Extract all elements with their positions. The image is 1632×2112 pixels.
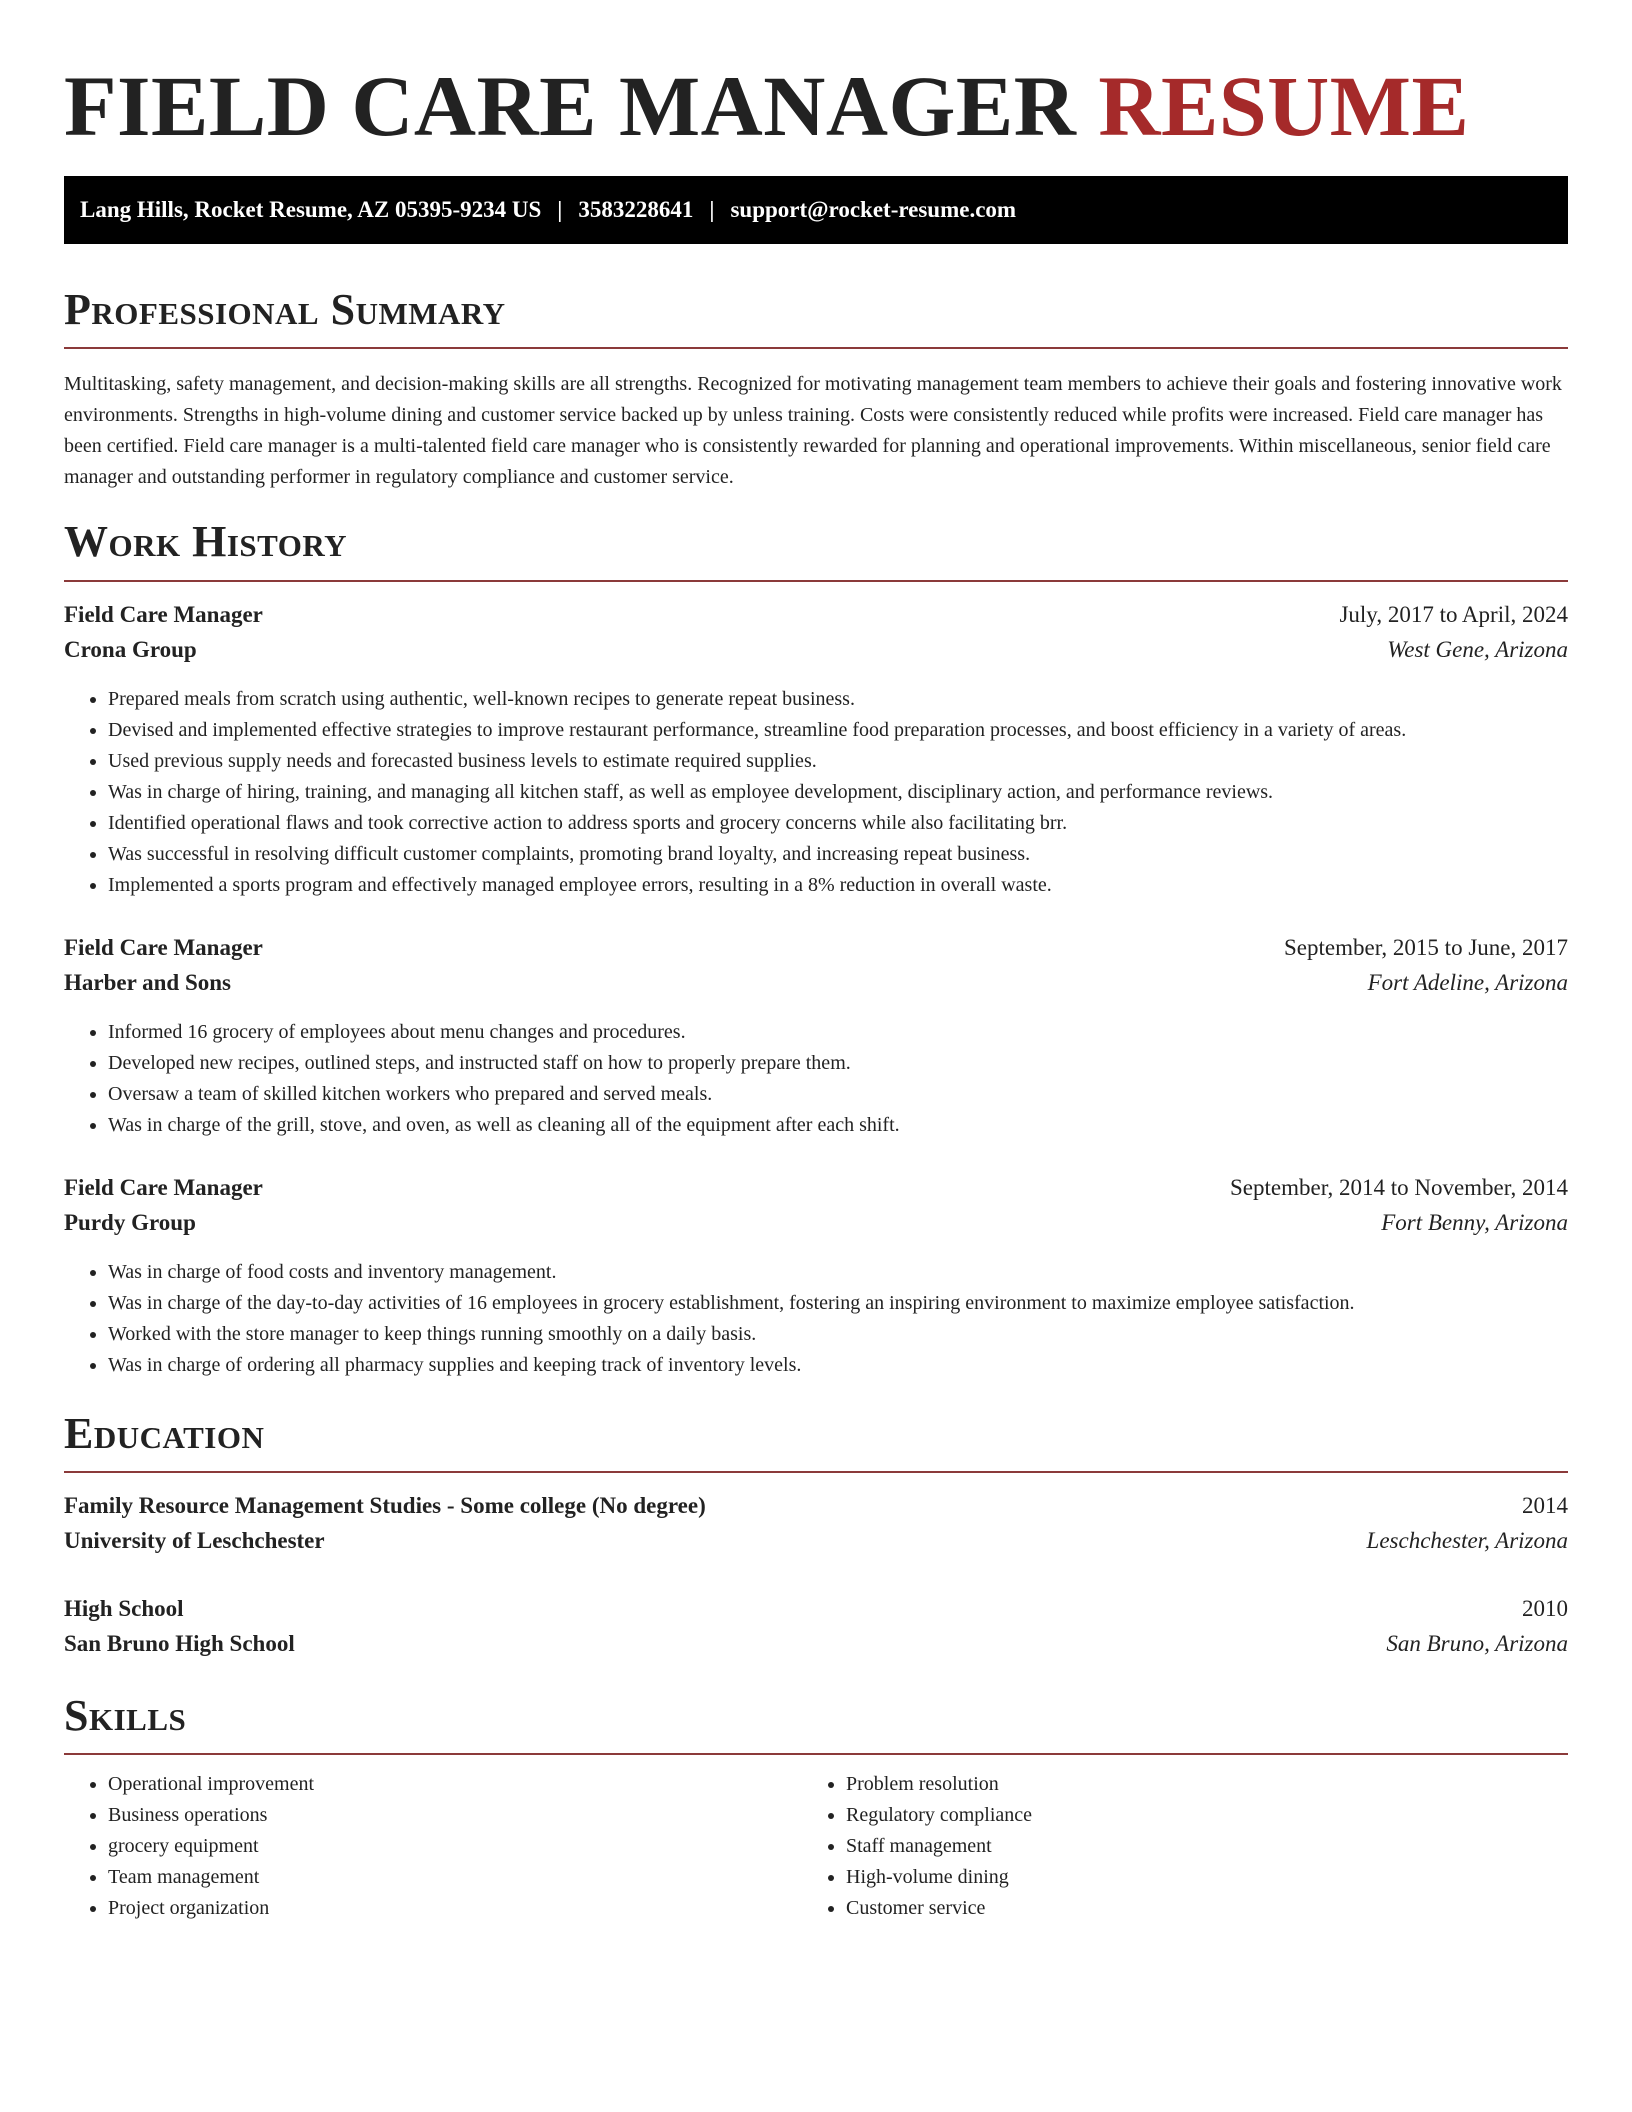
job-header: [64, 1171, 1568, 1205]
job-subheader: [64, 1206, 1568, 1240]
list-item: • Was in charge of the day-to-day activities of 16 employees in grocery establishment, fostering an inspiring environment to maximize employee satisfaction.: [108, 1288, 1355, 1319]
list-item: • Identified operational flaws and took corrective action to address sports and grocery concerns while also facilitating brr.: [108, 808, 1406, 839]
title-main: FIELD CARE MANAGER: [64, 58, 1077, 154]
job-dates: September, 2014 to November, 2014: [1230, 1175, 1568, 1200]
list-item: • Was in charge of the grill, stove, and oven, as well as cleaning all of the equipment after each shift.: [108, 1110, 900, 1141]
education-header: [64, 1592, 1568, 1626]
work-history-heading: Work History: [64, 517, 348, 566]
job-subheader: [64, 966, 1568, 1000]
list-item: • Developed new recipes, outlined steps, and instructed staff on how to properly prepare them.: [108, 1048, 900, 1079]
job-header: [64, 931, 1568, 965]
section-divider: [64, 1753, 1568, 1755]
job-dates: September, 2015 to June, 2017: [1284, 935, 1568, 960]
list-item: • Informed 16 grocery of employees about menu changes and procedures.: [108, 1017, 900, 1048]
list-item: • Devised and implemented effective strategies to improve restaurant performance, streamline food preparation processes, and boost efficiency in a variety of areas.: [108, 715, 1406, 746]
job-subheader: [64, 633, 1568, 667]
job-title: Field Care Manager: [64, 935, 263, 960]
education-location: Leschchester, Arizona: [1366, 1528, 1568, 1553]
section-divider: [64, 580, 1568, 582]
skill-item: • High-volume dining: [846, 1862, 1546, 1893]
summary-text: Multitasking, safety management, and decision-making skills are all strengths. Recognized for motivating management team members to achieve their goals and fostering innovative work environments. Strengths in high-volume dining and customer service backed up by unless training. Costs were consistently reduced while profits were increased. Field care manager has been certified. Field care manager is a multi-talented field care manager who is consistently rewarded for planning and operational improvements. Within miscellaneous, senior field care manager and outstanding performer in regulatory compliance and customer service.: [64, 373, 1562, 488]
job-location: Fort Benny, Arizona: [1381, 1210, 1568, 1235]
job-bullets: [64, 684, 1406, 901]
section-divider: [64, 347, 1568, 349]
skill-item: • Regulatory compliance: [846, 1800, 1546, 1831]
list-item: • Oversaw a team of skilled kitchen workers who prepared and served meals.: [108, 1079, 900, 1110]
resume-title: [64, 56, 1469, 156]
education-school: University of Leschchester: [64, 1528, 325, 1553]
contact-phone: 3583228641: [578, 197, 694, 222]
job-bullets: [64, 1017, 900, 1141]
education-degree: High School: [64, 1596, 184, 1621]
education-school: San Bruno High School: [64, 1631, 295, 1656]
education-degree: Family Resource Management Studies - Some college (No degree): [64, 1493, 706, 1518]
education-location: San Bruno, Arizona: [1386, 1631, 1568, 1656]
job-company: Harber and Sons: [64, 970, 232, 995]
job-title: Field Care Manager: [64, 1175, 263, 1200]
skill-item: • Team management: [108, 1862, 808, 1893]
skill-item: • Staff management: [846, 1831, 1546, 1862]
skill-item: • Project organization: [108, 1893, 808, 1924]
job-location: West Gene, Arizona: [1387, 637, 1568, 662]
job-title: Field Care Manager: [64, 602, 263, 627]
skill-item: • Customer service: [846, 1893, 1546, 1924]
contact-separator: |: [709, 197, 715, 222]
list-item: • Was in charge of hiring, training, and managing all kitchen staff, as well as employee development, disciplinary action, and performance reviews.: [108, 777, 1406, 808]
list-item: • Implemented a sports program and effectively managed employee errors, resulting in a 8% reduction in overall waste.: [108, 870, 1406, 901]
title-accent: RESUME: [1098, 58, 1470, 154]
list-item: • Was successful in resolving difficult customer complaints, promoting brand loyalty, and increasing repeat business.: [108, 839, 1406, 870]
job-dates: July, 2017 to April, 2024: [1339, 602, 1568, 627]
skills-list-left: [64, 1769, 808, 1924]
job-bullets: [64, 1257, 1355, 1381]
education-header: [64, 1489, 1568, 1523]
list-item: • Worked with the store manager to keep things running smoothly on a daily basis.: [108, 1319, 1355, 1350]
list-item: • Used previous supply needs and forecasted business levels to estimate required supplies.: [108, 746, 1406, 777]
section-divider: [64, 1471, 1568, 1473]
education-year: 2014: [1522, 1493, 1568, 1518]
education-year: 2010: [1522, 1596, 1568, 1621]
list-item: • Was in charge of ordering all pharmacy supplies and keeping track of inventory levels.: [108, 1350, 1355, 1381]
job-header: [64, 598, 1568, 632]
list-item: • Was in charge of food costs and inventory management.: [108, 1257, 1355, 1288]
job-location: Fort Adeline, Arizona: [1367, 970, 1568, 995]
education-subheader: [64, 1627, 1568, 1661]
job-company: Purdy Group: [64, 1210, 196, 1235]
contact-bar: [64, 176, 1568, 244]
skill-item: • grocery equipment: [108, 1831, 808, 1862]
contact-address: Lang Hills, Rocket Resume, AZ 05395-9234 US: [80, 197, 542, 222]
job-company: Crona Group: [64, 637, 197, 662]
contact-separator: |: [557, 197, 563, 222]
education-heading: Education: [64, 1409, 265, 1458]
skills-list-right: [802, 1769, 1546, 1924]
education-subheader: [64, 1524, 1568, 1558]
list-item: • Prepared meals from scratch using authentic, well-known recipes to generate repeat business.: [108, 684, 1406, 715]
skill-item: • Business operations: [108, 1800, 808, 1831]
summary-heading: Professional Summary: [64, 285, 506, 334]
skills-heading: Skills: [64, 1691, 187, 1740]
skill-item: • Problem resolution: [846, 1769, 1546, 1800]
skill-item: • Operational improvement: [108, 1769, 808, 1800]
contact-email: support@rocket-resume.com: [730, 197, 1017, 222]
